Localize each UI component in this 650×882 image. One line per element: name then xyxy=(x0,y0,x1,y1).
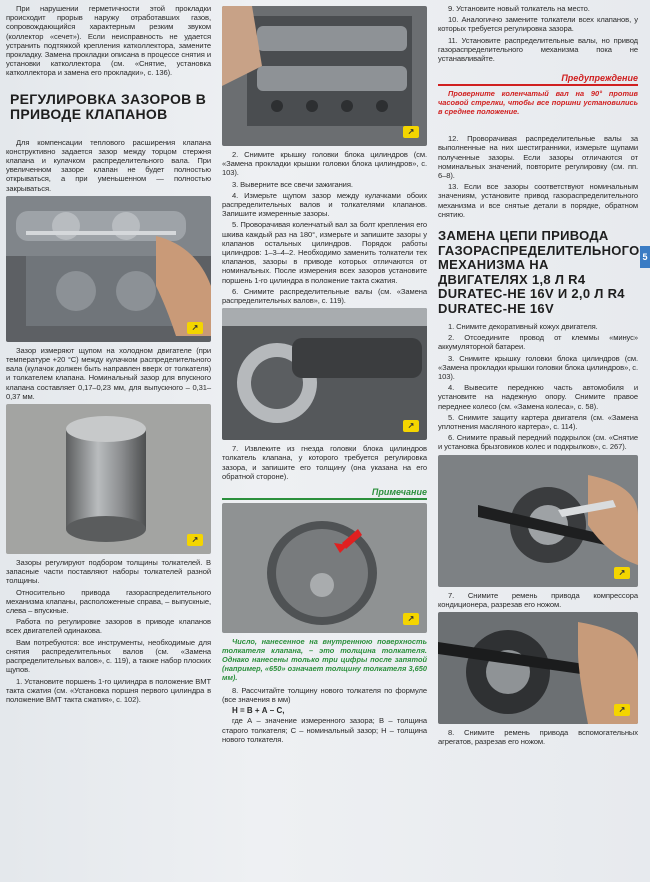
step-r8: 8. Снимите ремень привода вспомогательных агрегатов, разрезав его ножом. xyxy=(438,728,638,747)
step-2: 2. Снимите крышку головки блока цилиндров (см. «Замена прокладки крышки головки блока цилиндров», с. 103). xyxy=(222,150,427,178)
step-4: 4. Измерьте щупом зазор между кулачками обоих распределительных валов и толкателями клапанов. Запишите измеренные зазоры. xyxy=(222,190,427,219)
photo-caption: Зазоры регулируют подбором толщины толкателей. В запасные части поставляют наборы толкателей разной толщины. xyxy=(6,558,211,586)
step-5: 5. Проворачивая коленчатый вал за болт крепления его шкива каждый раз на 180°, измерьте и запишите зазоры у клапанов остальных цилиндров. Порядок работы цилиндров: 1–3–4–2. Необходимо заменить толкатели тех клапанов, зазоры в приводе которых отличаются от номинальных. После измерения всех зазоров установите поршень 1-го цилиндра в положение такта сжатия. xyxy=(222,220,427,285)
photo-caption: Зазор измеряют щупом на холодном двигателе (при температуре +20 °С) между кулачком распределительного вала (кулачок должен быть направлен вверх от толкателя) и толкателем клапана. Номинальный зазор для впускного клапана составляет 0,17–0,23 мм, для выпускного – 0,31–0,37 мм. xyxy=(6,345,211,401)
step-r5: 5. Снимите защиту картера двигателя (см. «Замена уплотнения масляного картера», с. 114). xyxy=(438,412,638,432)
step-9: 9. Установите новый толкатель на место. xyxy=(448,4,590,13)
chapter-tab: 5 xyxy=(640,246,650,268)
section-heading-timing-chain: ЗАМЕНА ЦЕПИ ПРИВОДА ГАЗОРАСПРЕДЕЛИТЕЛЬНОГО МЕХАНИЗМА НА ДВИГАТЕЛЯХ 1,8 Л R4 DURATEC-HE 16V И 2,0 Л R4 DURATEC-HE 16V xyxy=(438,228,640,316)
paragraph: Работа по регулировке зазоров в приводе клапанов всех двигателей одинакова. xyxy=(6,617,211,636)
step-11: 11. Установите распределительные валы, но привод газораспределительного механизма пока не устанавливайте. xyxy=(438,35,638,64)
photo-marker-icon: ↗ xyxy=(187,534,203,546)
step-r1: 1. Снимите декоративный кожух двигателя. xyxy=(448,322,598,332)
note-text: Число, нанесенное на внутреннюю поверхность толкателя клапана, – это толщина толкателя. Однако нанесены только три цифры после запятой (например, «650» означает толщину толкателя 3,650 мм). xyxy=(222,637,427,683)
step-8: 8. Рассчитайте толщину нового толкателя по формуле (все значения в мм) xyxy=(222,686,427,705)
photo-tappet xyxy=(6,404,211,554)
intro-paragraph: При нарушении герметичности этой прокладки происходит прорыв наружу отработавших газов, сопровождающийся характерным резким звуком (коллектор «сечет»). Если неисправность не удается устранить подтяжкой крепления катколлектора, замените прокладку. Замена прокладки описана в процессе снятия и установки катколлектора (см. «Снятие, установка катколлектора и замена его прокладки», с. 136). xyxy=(6,4,211,78)
photo-marker-icon: ↗ xyxy=(187,322,203,334)
photo-cut-aux-belt xyxy=(438,612,638,724)
photo-tappet-inside xyxy=(222,503,427,633)
step-12: 12. Проворачивая распределительные валы за выполненные на них шестигранники, измерьте щупами полученные зазоры. Если зазоры отличаются от номинальных значений, повторите регулировку (см. пп. 6–8). xyxy=(438,134,638,181)
photo-remove-tappet xyxy=(222,308,427,440)
step-10: 10. Аналогично замените толкатели всех клапанов, у которых требуется регулировка зазора. xyxy=(438,15,638,34)
column-middle xyxy=(222,0,427,746)
warning-text: Проверните коленчатый вал на 90° против часовой стрелки, чтобы все поршни установились в среднее положение. xyxy=(438,89,638,117)
column-right xyxy=(438,0,638,749)
step-6: 6. Снимите распределительные валы (см. «Замена распределительных валов», с. 119). xyxy=(222,286,427,306)
paragraph: Для компенсации теплового расширения клапана конструктивно задается зазор между торцом стержня клапана и кулачком распределительного вала. При увеличенном зазоре клапан не будет полностью открываться, а при уменьшенном — полностью закрываться. xyxy=(6,137,211,193)
photo-cut-ac-belt xyxy=(438,455,638,587)
warning-banner: Предупреждение xyxy=(438,73,638,86)
photo-marker-icon: ↗ xyxy=(403,420,419,432)
formula-legend: где А – значение измеренного зазора; В – толщина старого толкателя; С – номинальный зазор; Н – толщина нового толкателя. xyxy=(222,716,427,744)
photo-cylinder-head xyxy=(222,6,427,146)
step-r4: 4. Вывесите переднюю часть автомобиля и установите на надежную опору. Снимите правое переднее колесо (см. «Замена колеса», с. 58). xyxy=(438,383,638,411)
paragraph: Вам потребуются: все инструменты, необходимые для снятия распределительных валов (см. «Замена распределительных валов», с. 119), а также набор плоских щупов. xyxy=(6,637,211,675)
step-r7: 7. Снимите ремень привода компрессора кондиционера, разрезав его ножом. xyxy=(438,590,638,609)
step-r2: 2. Отсоедините провод от клеммы «минус» аккумуляторной батареи. xyxy=(438,333,638,352)
photo-feeler-gauge xyxy=(6,196,211,342)
step-1: 1. Установите поршень 1-го цилиндра в положение ВМТ такта сжатия (см. «Установка поршня первого цилиндра в положение ВМТ такта сжатия», с. 102). xyxy=(6,676,211,704)
column-left xyxy=(6,0,211,706)
step-13: 13. Если все зазоры соответствуют номинальным значениям, установите привод газораспределительного механизма и все снятые детали в порядке, обратном снятию. xyxy=(438,182,638,219)
formula: Н = В + А – С, xyxy=(232,706,285,716)
photo-marker-icon: ↗ xyxy=(403,126,419,138)
section-heading-valve-clearance: РЕГУЛИРОВКА ЗАЗОРОВ В ПРИВОДЕ КЛАПАНОВ xyxy=(10,90,207,122)
note-banner: Примечание xyxy=(222,487,427,500)
photo-marker-icon: ↗ xyxy=(614,704,630,716)
step-7: 7. Извлеките из гнезда головки блока цилиндров толкатель клапана, у которого требуется регулировка зазора, и запишите его толщину (она указана на его обратной стороне). xyxy=(222,444,427,481)
step-3: 3. Выверните все свечи зажигания. xyxy=(232,179,353,189)
step-r3: 3. Снимите крышку головки блока цилиндров (см. «Замена прокладки крышки головки блока цилиндров», с. 103). xyxy=(438,353,638,382)
step-r6: 6. Снимите правый передний подкрылок (см. «Снятие и установка брызговиков колес и подкрылков», с. 267). xyxy=(438,433,638,452)
photo-marker-icon: ↗ xyxy=(403,613,419,625)
photo-marker-icon: ↗ xyxy=(614,567,630,579)
paragraph: Относительно привода газораспределительного механизма клапаны, расположенные справа, – выпускные, слева – впускные. xyxy=(6,587,211,616)
